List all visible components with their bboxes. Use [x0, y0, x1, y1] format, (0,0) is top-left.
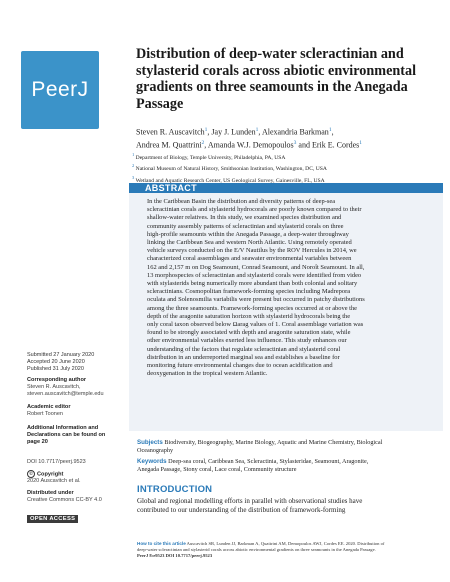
abstract-line: among the three seamounts. Framework-forming species occurred at or above the [147, 304, 358, 312]
author-name[interactable]: Erik E. Cordes [311, 140, 360, 150]
abstract-line: other environmental variables exerted less influence. This study enhances our [147, 337, 347, 345]
accepted-date: Accepted 20 June 2020 [27, 358, 85, 365]
additional-info-line-2: Declarations can be found on [27, 431, 106, 438]
keywords-line-2: Anegada Passage, Stony coral, Lace coral, Community structure [137, 466, 297, 474]
citation-label: How to cite this article [137, 541, 186, 546]
affiliation-item [132, 162, 442, 173]
author-name[interactable]: Alexandria Barkman [261, 127, 329, 137]
abstract-text [147, 198, 435, 378]
copyright-holder: 2020 Auscavitch et al. [27, 478, 81, 485]
article-title: Distribution of deep-water scleractinian and stylasterid corals across abiotic environmental gradients on three seamounts in the Anegada Passage [136, 46, 417, 113]
affiliation-list [132, 151, 442, 185]
author-name[interactable]: Steven R. Auscavitch [136, 127, 205, 137]
affiliation-text: National Museum of Natural History, Smithsonian Institution, Washington, DC, USA [135, 166, 327, 173]
author-affiliation-sup: 2 [201, 140, 205, 147]
corresponding-author-name: Steven R. Auscavitch, [27, 383, 81, 390]
doi [27, 459, 127, 466]
corresponding-author-email[interactable]: steven.auscavitch@temple.edu [27, 390, 104, 397]
abstract-line: oculata and Solenosmilia variabilis were present but occurred in patchy distributions [147, 296, 365, 304]
author-affiliation-sup: 1 [328, 127, 332, 133]
affiliation-text: Department of Biology, Temple University, Philadelphia, PA, USA [135, 154, 286, 161]
abstract-line: In the Caribbean Basin the distribution and diversity patterns of deep-sea [147, 198, 336, 205]
abstract-line: monitoring future environmental changes due to ocean acidification and [147, 362, 333, 370]
abstract-line: with stylasterids being numerically more abundant than both colonial and solitary [147, 280, 358, 288]
submission-dates [27, 352, 127, 372]
author-list [136, 125, 436, 151]
abstract-line: vehicle surveys conducted on the E/V Nautilus by the ROV Hercules in 2014, we [147, 247, 357, 255]
author-name[interactable]: Amanda W.J. Demopoulos [207, 140, 294, 150]
author-name[interactable]: Jay J. Lunden [211, 127, 256, 137]
author-separator: , [331, 127, 334, 137]
keywords [137, 458, 437, 475]
keywords-line-1: Deep-sea coral, Caribbean Sea, Scleractinia, Stylasteridae, Seamount, Aragonite, [168, 458, 369, 465]
affiliation-sup: 3 [132, 174, 135, 180]
corresponding-author-label: Corresponding author [27, 377, 87, 383]
additional-info-line-1: Additional Information and [27, 425, 99, 431]
citation-line-2: deep-water scleractinian and stylasterid corals across abiotic environmental gradients on three seamounts in the Anegada Passage. [137, 547, 376, 552]
abstract-line: scleractinians. Cosmopolitan framework-forming species including Madrepora [147, 288, 351, 296]
abstract-line: only coral taxon observed below Ωarag values of 1. Coral assemblage variation was [147, 321, 364, 329]
copyright-label-text: Copyright [37, 471, 64, 478]
abstract-line: deoxygenation in the tropical western Atlantic. [147, 370, 268, 378]
license-link[interactable]: Creative Commons CC-BY 4.0 [27, 496, 102, 503]
academic-editor-label: Academic editor [27, 404, 71, 410]
author-separator: , [204, 140, 208, 150]
subjects-line-1: Biodiversity, Biogeography, Marine Biology, Aquatic and Marine Chemistry, Biological [164, 439, 383, 446]
citation-line-3[interactable]: PeerJ 8:e9523 DOI 10.7717/peerj.9523 [137, 553, 213, 558]
introduction-text [137, 497, 437, 516]
abstract-line: high-profile seamounts within the Anegada Passage, a deep-water throughway [147, 230, 349, 238]
license-label: Distributed under [27, 490, 74, 496]
copyright [27, 470, 127, 485]
abstract-line: found to be strongly associated with depth and aragonite saturation state, while [147, 329, 351, 337]
academic-editor [27, 404, 127, 418]
author-affiliation-sup: 1 [359, 140, 363, 147]
keywords-label: Keywords [137, 458, 167, 465]
abstract-heading: ABSTRACT [145, 183, 197, 193]
abstract-line: shallow-water relatives. In this study, we examined species distribution and [147, 214, 342, 222]
author-affiliation-sup: 3 [293, 140, 297, 147]
author-name[interactable]: Andrea M. Quattrini [136, 140, 202, 150]
open-access-badge: OPEN ACCESS [27, 515, 78, 523]
abstract-line: 162 and 2,157 m on Dog Seamount, Conrad Seamount, and Noroît Seamount. In all, [147, 263, 365, 271]
author-separator: and [296, 140, 312, 150]
additional-information [27, 425, 127, 445]
author-separator: , [258, 127, 262, 137]
affiliation-sup: 2 [132, 163, 135, 169]
abstract-line: linking the Caribbean Sea and western North Atlantic. Using remotely operated [147, 239, 352, 247]
submitted-date: Submitted 27 January 2020 [27, 352, 95, 358]
doi-link[interactable]: DOI 10.7717/peerj.9523 [27, 459, 86, 465]
abstract-line: distribution in an underreported marginal sea and establishes a baseline for [147, 353, 340, 361]
abstract-line: depth of the aragonite saturation horizon with stylasterid hydrocorals being the [147, 312, 351, 320]
additional-info-line-3: page 20 [27, 438, 48, 445]
copyright-label [27, 470, 127, 478]
subjects-label: Subjects [137, 439, 163, 446]
academic-editor-name: Robert Toonen [27, 410, 63, 417]
affiliation-item [132, 151, 442, 162]
journal-logo [21, 51, 99, 129]
journal-logo-text: PeerJ [31, 78, 89, 101]
author-separator: , [207, 127, 212, 137]
affiliation-sup: 1 [132, 152, 135, 157]
author-affiliation-sup: 1 [255, 127, 259, 133]
abstract-line: scleractinian corals and stylasterid hydrocorals are poorly known compared to their [147, 206, 362, 214]
abstract-line: understanding of the factors that regulate scleractinian and stylasterid coral [147, 345, 341, 353]
citation-text-1: Auscavitch SR, Lunden JJ, Barkman A, Quattrini AM, Demopoulos AWJ, Cordes EE. 2020. Distribution of [186, 541, 385, 546]
affiliation-text: Wetland and Aquatic Research Center, US Geological Survey, Gainesville, FL, USA [135, 177, 325, 184]
published-date: Published 31 July 2020 [27, 365, 84, 372]
citation-footer [137, 541, 437, 559]
introduction-heading: INTRODUCTION [137, 484, 213, 495]
abstract-line: characterized coral assemblages and seawater environmental variables between [147, 255, 352, 263]
introduction-line-1: Global and regional modelling efforts in parallel with observational studies have [137, 497, 363, 505]
abstract-line: 13 morphospecies of scleractinian and stylasterid corals were identified from video [147, 271, 362, 279]
subjects [137, 439, 437, 456]
author-line-1 [136, 125, 436, 138]
introduction-line-2: contributed to our understanding of the distribution of framework-forming [137, 506, 346, 515]
corresponding-author [27, 377, 127, 397]
copyright-icon: © [27, 470, 35, 478]
subjects-line-2: Oceanography [137, 447, 174, 455]
author-line-2 [136, 138, 436, 151]
author-affiliation-sup: 1 [204, 127, 208, 133]
license [27, 490, 127, 504]
abstract-line: community assembly patterns of scleractinian and stylasterid corals on three [147, 222, 344, 230]
